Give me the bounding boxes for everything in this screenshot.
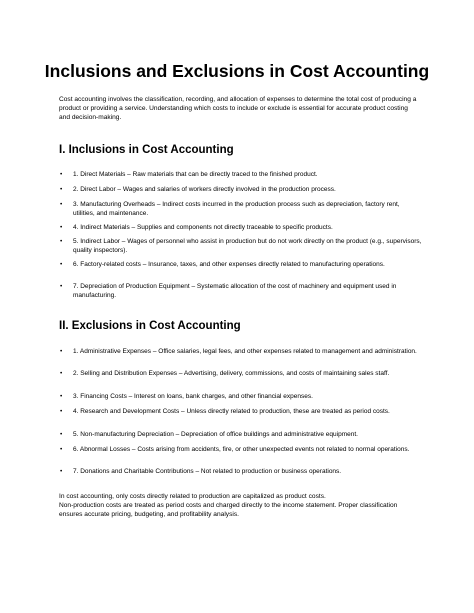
bullet-icon: •	[60, 186, 63, 193]
intro-paragraph: Cost accounting involves the classification, recording, and allocation of expenses to determine the total cost of producing a product or providing a service. Understanding which costs to include or exclude is essential for accurate product costing and decision-making.	[59, 96, 417, 121]
bullet-icon: •	[60, 261, 63, 268]
bullet-icon: •	[60, 348, 63, 355]
list-item	[59, 282, 423, 300]
closing-line-1: In cost accounting, only costs directly related to production are capitalized as product costs.	[59, 493, 326, 500]
list-item-text: 4. Indirect Materials – Supplies and components not directly traceable to specific products.	[73, 224, 333, 231]
closing-line-2: Non-production costs are treated as period costs and charged directly to the income statement. Proper classification ensures accurate pricing, budgeting, and profitability analysis.	[59, 502, 398, 518]
bullet-icon: •	[60, 370, 63, 377]
bullet-icon: •	[60, 468, 63, 475]
list-item-text: 1. Administrative Expenses – Office salaries, legal fees, and other expenses related to management and administration.	[73, 348, 417, 355]
list-item	[59, 430, 423, 439]
list-item-text: 7. Depreciation of Production Equipment – Systematic allocation of the cost of machinery and equipment used in manufacturing.	[73, 283, 397, 299]
list-item-text: 5. Non-manufacturing Depreciation – Depreciation of office buildings and administrative equipment.	[73, 431, 358, 438]
bullet-icon: •	[60, 283, 63, 290]
list-item	[59, 369, 423, 378]
bullet-icon: •	[60, 238, 63, 245]
list-item	[59, 407, 423, 416]
list-item-text: 2. Direct Labor – Wages and salaries of workers directly involved in the production process.	[73, 186, 336, 193]
list-item-text: 3. Manufacturing Overheads – Indirect costs incurred in the production process such as depreciation, factory rent, utilities, and maintenance.	[73, 201, 400, 217]
section-heading-inclusions: I. Inclusions in Cost Accounting	[59, 144, 234, 156]
list-item	[59, 392, 423, 401]
list-item-text: 4. Research and Development Costs – Unless directly related to production, these are treated as period costs.	[73, 408, 390, 415]
list-item	[59, 260, 423, 269]
list-item-text: 3. Financing Costs – Interest on loans, bank charges, and other financial expenses.	[73, 393, 313, 400]
bullet-icon: •	[60, 224, 63, 231]
list-item	[59, 200, 423, 218]
list-item-text: 1. Direct Materials – Raw materials that can be directly traced to the finished product.	[73, 171, 318, 178]
bullet-icon: •	[60, 201, 63, 208]
list-item	[59, 223, 423, 232]
closing-paragraph	[59, 492, 421, 519]
list-item-text: 6. Factory-related costs – Insurance, taxes, and other expenses directly related to manufacturing operations.	[73, 261, 385, 268]
list-item	[59, 237, 423, 255]
list-item	[59, 170, 423, 179]
page-title: Inclusions and Exclusions in Cost Accounting	[44, 61, 430, 81]
bullet-icon: •	[60, 171, 63, 178]
list-item	[59, 347, 423, 356]
list-item	[59, 185, 423, 194]
list-item-text: 2. Selling and Distribution Expenses – Advertising, delivery, commissions, and costs of maintaining sales staff.	[73, 370, 390, 377]
list-item-text: 6. Abnormal Losses – Costs arising from accidents, fire, or other unexpected events not related to normal operations.	[73, 446, 410, 453]
list-item	[59, 467, 423, 476]
bullet-icon: •	[60, 431, 63, 438]
list-item-text: 5. Indirect Labor – Wages of personnel who assist in production but do not work directly on the product (e.g., supervisors, quality inspectors).	[73, 238, 422, 254]
bullet-icon: •	[60, 393, 63, 400]
section-heading-exclusions: II. Exclusions in Cost Accounting	[59, 320, 241, 332]
bullet-icon: •	[60, 446, 63, 453]
bullet-icon: •	[60, 408, 63, 415]
list-item-text: 7. Donations and Charitable Contributions – Not related to production or business operations.	[73, 468, 342, 475]
list-item	[59, 445, 423, 454]
